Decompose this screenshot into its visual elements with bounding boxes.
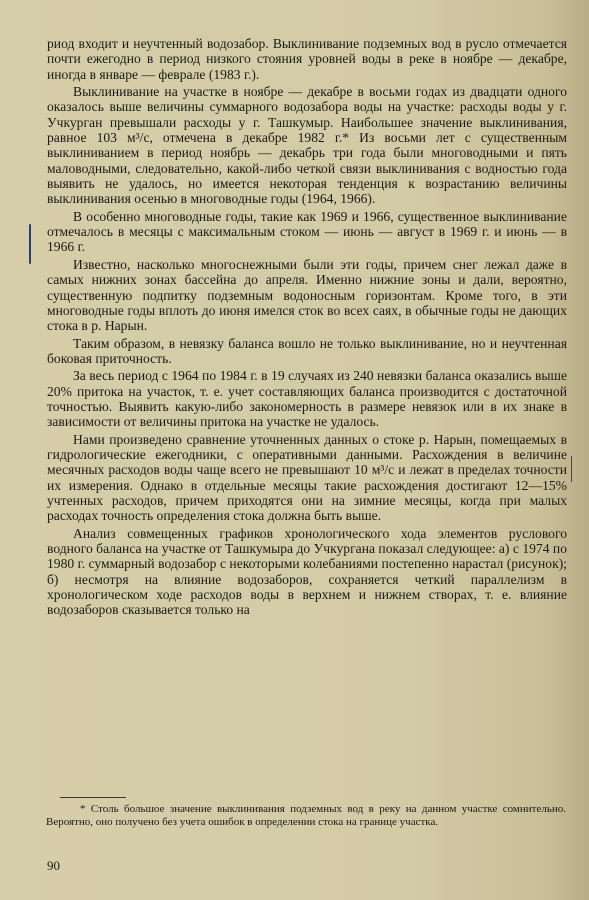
margin-pen-mark (29, 224, 31, 264)
paragraph-4: Известно, насколько многоснежными были эти годы, причем снег лежал даже в самых нижних зонах бассейна до апреля. Именно нижние зоны и дали, вероятно, существенную подпитку подземным водоносным горизонтам. Кроме того, в эти многоводные годы вплоть до июня имелся сток во всех саях, в обычные годы не дающих стока в р. Нарын. (47, 256, 567, 334)
body-text (47, 36, 567, 618)
paragraph-7: Нами произведено сравнение уточненных данных о стоке р. Нарын, помещаемых в гидрологические ежегодники, с оперативными данными. Расхождения в величине месячных расходов воды чаще всего не превышают 10 м³/с и лежат в пределах точности их измерения. Однако в отдельные месяцы такие расхождения достигают 12—15% учтенных расходов, причем приходятся они на зимние месяцы, когда при малых расходах точность определения стока должна быть выше. (47, 431, 567, 524)
paragraph-1: риод входит и неучтенный водозабор. Выклинивание подземных вод в русло отмечается почти ежегодно в период низкого стояния уровней воды в реке в ноябре — декабре, иногда в январе — феврале (1983 г.). (47, 36, 567, 82)
footnote-separator (60, 797, 126, 798)
paragraph-8: Анализ совмещенных графиков хронологического хода элементов руслового водного баланса на участке от Ташкумыра до Учкургана показал следующее: а) с 1974 по 1980 г. суммарный водозабор с некоторыми колебаниями постепенно нарастал (рисунок); б) несмотря на влияние водозаборов, сохраняется четкий параллелизм в хронологическом ходе расходов воды в верхнем и нижнем створах, т. е. влияние водозаборов сказывается только на (47, 525, 567, 618)
paragraph-6: За весь период с 1964 по 1984 г. в 19 случаях из 240 невязки баланса оказались выше 20% притока на участок, т. е. учет составляющих баланса производится с достаточной точностью. Выявить какую-либо закономерность в размере невязок или в их знаке в зависимости от величины притока на участке не удалось. (47, 368, 567, 430)
margin-pencil-mark (571, 456, 572, 482)
paragraph-3: В особенно многоводные годы, такие как 1969 и 1966, существенное выклинивание отмечалось в месяцы с максимальным стоком — июнь — август в 1969 г. и июнь — в 1966 г. (47, 208, 567, 255)
paragraph-5: Таким образом, в невязку баланса вошло не только выклинивание, но и неучтенная боковая приточность. (47, 335, 567, 366)
paragraph-2: Выклинивание на участке в ноябре — декабре в восьми годах из двадцати одного оказалось выше величины суммарного водозабора воды на участке: расходы воды у г. Учкурган превышали расходы у г. Ташкумыр. Наибольшее значение выклинивания, равное 103 м³/с, отмечена в декабре 1982 г.* Из восьми лет с существенным выклиниванием в период ноябрь — декабрь три года были многоводными и пять маловодными, следовательно, какой-либо четкой связи выклинивания с водностью года выявить не удалось, но имеется некоторая тенденция к возрастанию величины выклинивания осенью в многоводные годы (1964, 1966). (47, 84, 567, 207)
footnote: * Столь большое значение выклинивания подземных вод в реку на данном участке сомнительно. Вероятно, оно получено без учета ошибок в определении стока на границе участка. (46, 803, 566, 829)
page-number: 90 (47, 858, 60, 873)
